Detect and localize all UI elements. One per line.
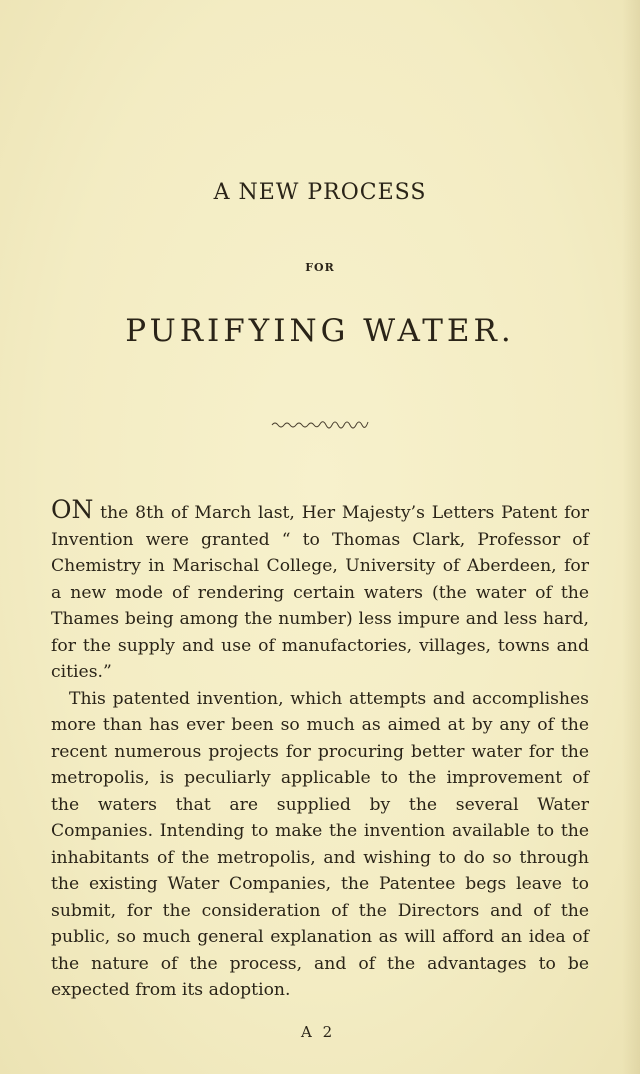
- drop-cap: ON: [51, 495, 94, 524]
- paragraph-1: [51, 495, 589, 686]
- signature-mark: A 2: [301, 1023, 336, 1041]
- page-edge-shadow: [622, 0, 640, 1074]
- title-line-1: A NEW PROCESS: [213, 180, 427, 205]
- wavy-rule-ornament: [270, 418, 370, 430]
- body-text: [51, 495, 589, 1004]
- title-for: FOR: [305, 261, 335, 274]
- paragraph-2: This patented invention, which attempts and accomplishes more than has ever been so much as aimed at by any of the recent numerous projects for procuring better water for the metropolis, is peculiarly applicable to the improvement of the waters that are supplied by the several Water Companies. Intending to make the invention available to the inhabitants of the metropolis, and wishing to do so through the existing Water Companies, the Patentee begs leave to submit, for the consideration of the Directors and of the public, so much general explanation as will afford an idea of the nature of the process, and of the advantages to be expected from its adoption.: [51, 688, 589, 1000]
- paragraph-1-text: the 8th of March last, Her Majesty’s Letters Patent for Invention were granted “ to Thomas Clark, Professor of Chemistry in Marischal College, University of Aberdeen, for a new mode of rendering certain waters (the water of the Thames being among the number) less impure and less hard, for the supply and use of manufactories, villages, towns and cities.”: [51, 503, 589, 682]
- main-title: PURIFYING WATER.: [125, 313, 515, 349]
